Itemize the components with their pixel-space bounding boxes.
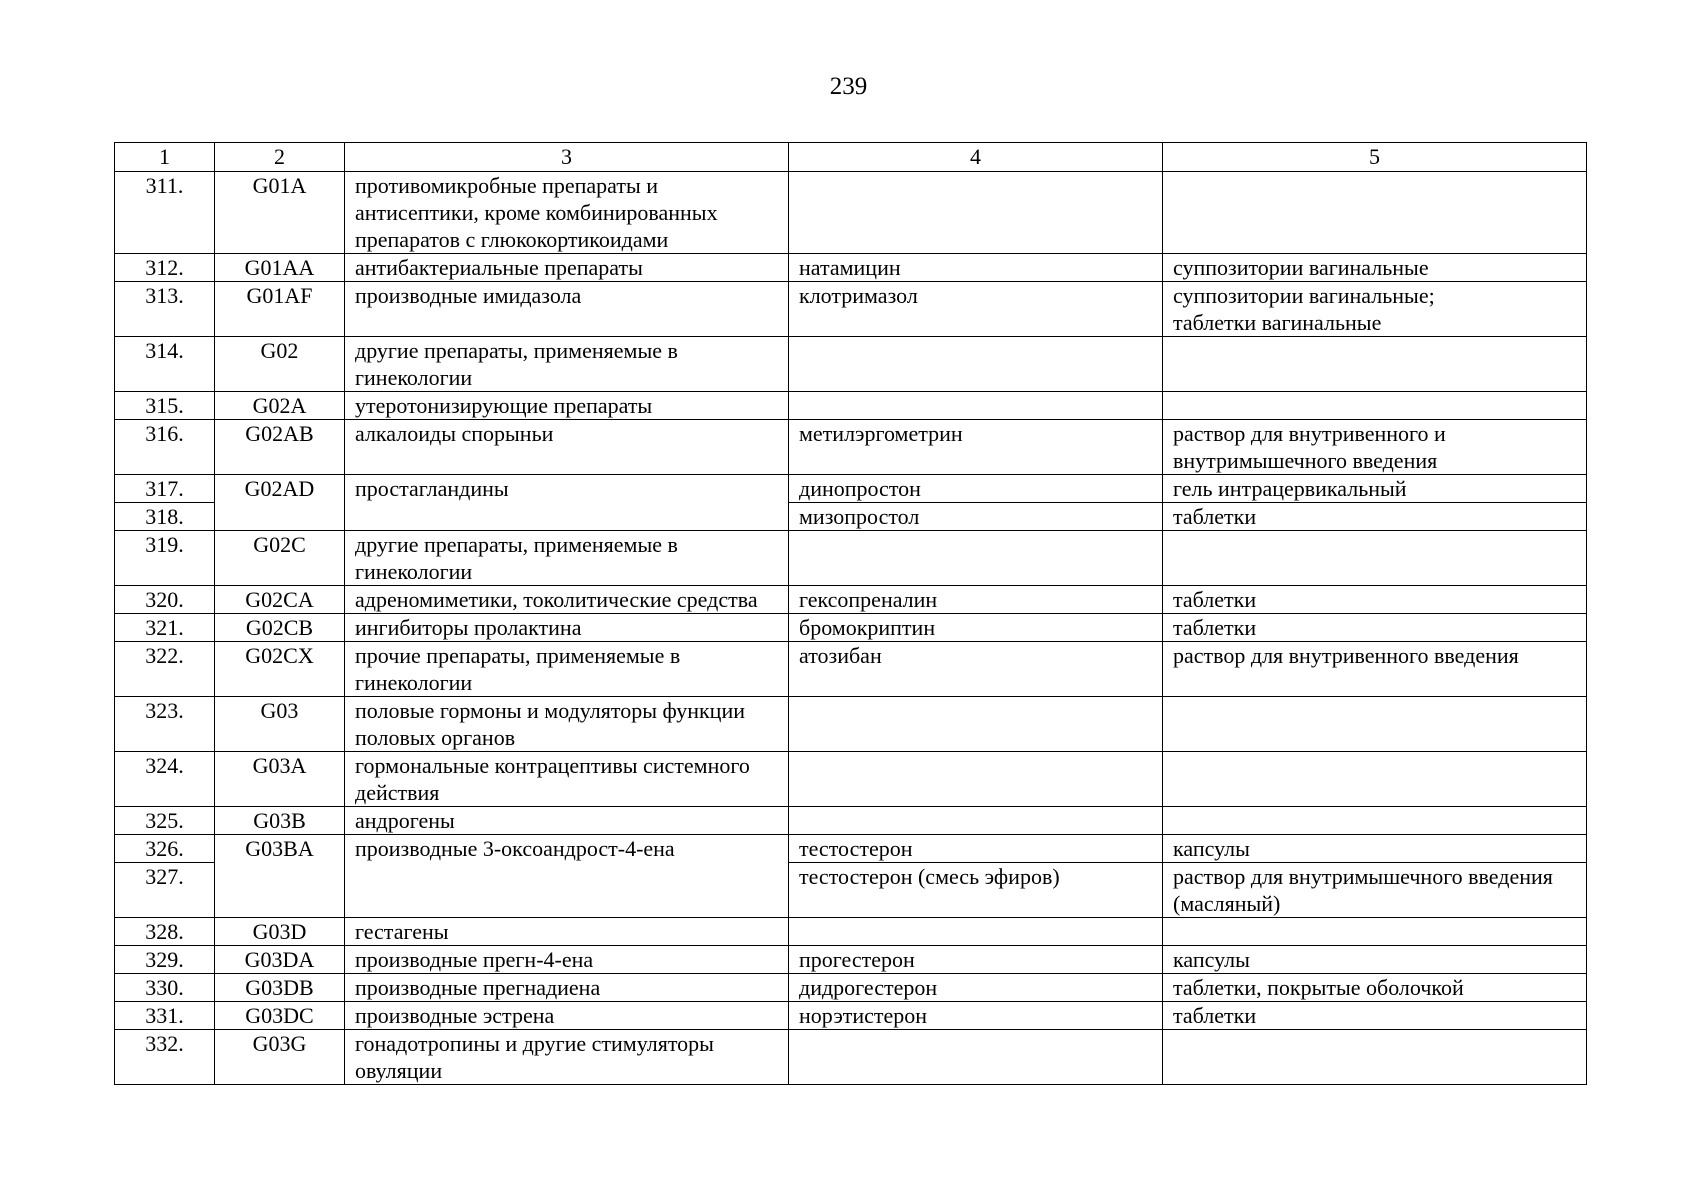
header-cell-5: 5: [1163, 143, 1587, 172]
dosage-form: таблетки: [1163, 614, 1587, 642]
table-row: [115, 586, 1587, 614]
row-number: 319.: [115, 531, 215, 586]
table-row: [115, 697, 1587, 752]
atc-code: G02CA: [215, 586, 345, 614]
group-name: другие препараты, применяемые в гинекологии: [345, 531, 789, 586]
table-row: [115, 420, 1587, 475]
drug-name: прогестерон: [789, 946, 1163, 974]
group-name: производные прегнадиена: [345, 974, 789, 1002]
row-number: 326.: [115, 835, 215, 863]
drug-name: [789, 172, 1163, 254]
table-row: [115, 531, 1587, 586]
group-name: производные эстрена: [345, 1002, 789, 1030]
row-number: 312.: [115, 254, 215, 282]
dosage-form: [1163, 337, 1587, 392]
table-row: [115, 807, 1587, 835]
group-name: гормональные контрацептивы системного действия: [345, 752, 789, 807]
header-cell-4: 4: [789, 143, 1163, 172]
drug-name: клотримазол: [789, 282, 1163, 337]
table-row: [115, 1030, 1587, 1085]
group-name: гестагены: [345, 918, 789, 946]
drug-name: натамицин: [789, 254, 1163, 282]
group-name: антибактериальные препараты: [345, 254, 789, 282]
row-number: 324.: [115, 752, 215, 807]
page-number: 239: [829, 73, 868, 100]
table-row: [115, 337, 1587, 392]
drug-name: мизопростол: [789, 503, 1163, 531]
table-row: [115, 918, 1587, 946]
row-number: 315.: [115, 392, 215, 420]
drug-name: [789, 1030, 1163, 1085]
table-row: [115, 614, 1587, 642]
group-name: прочие препараты, применяемые в гинекологии: [345, 642, 789, 697]
dosage-form: раствор для внутримышечного введения (масляный): [1163, 863, 1587, 918]
group-name: другие препараты, применяемые в гинекологии: [345, 337, 789, 392]
drug-name: динопростон: [789, 475, 1163, 503]
table-row: [115, 974, 1587, 1002]
drug-name: дидрогестерон: [789, 974, 1163, 1002]
table-row: [115, 475, 1587, 503]
table-row: [115, 946, 1587, 974]
header-cell-3: 3: [345, 143, 789, 172]
drug-table: [114, 142, 1587, 1085]
dosage-form: [1163, 172, 1587, 254]
header-cell-1: 1: [115, 143, 215, 172]
dosage-form: суппозитории вагинальные: [1163, 254, 1587, 282]
table-row: [115, 835, 1587, 863]
dosage-form: капсулы: [1163, 946, 1587, 974]
atc-code: G02C: [215, 531, 345, 586]
row-number: 323.: [115, 697, 215, 752]
drug-name: метилэргометрин: [789, 420, 1163, 475]
table-row: [115, 642, 1587, 697]
dosage-form: раствор для внутривенного и внутримышечного введения: [1163, 420, 1587, 475]
atc-code: G03G: [215, 1030, 345, 1085]
atc-code: G02AB: [215, 420, 345, 475]
atc-code: G03A: [215, 752, 345, 807]
atc-code: G01A: [215, 172, 345, 254]
atc-code: G03B: [215, 807, 345, 835]
row-number: 320.: [115, 586, 215, 614]
group-name: противомикробные препараты и антисептики, кроме комбинированных препаратов с глюкокортикоидами: [345, 172, 789, 254]
dosage-form: суппозитории вагинальные; таблетки вагинальные: [1163, 282, 1587, 337]
atc-code: G03: [215, 697, 345, 752]
dosage-form: капсулы: [1163, 835, 1587, 863]
row-number: 325.: [115, 807, 215, 835]
atc-code: G03D: [215, 918, 345, 946]
drug-name: бромокриптин: [789, 614, 1163, 642]
drug-name: [789, 337, 1163, 392]
row-number: 314.: [115, 337, 215, 392]
table-row: [115, 254, 1587, 282]
row-number: 311.: [115, 172, 215, 254]
atc-code: G02CX: [215, 642, 345, 697]
dosage-form: [1163, 918, 1587, 946]
atc-code: G02CB: [215, 614, 345, 642]
dosage-form: таблетки: [1163, 503, 1587, 531]
row-number: 313.: [115, 282, 215, 337]
atc-code: G03DA: [215, 946, 345, 974]
table-row: [115, 392, 1587, 420]
dosage-form: [1163, 697, 1587, 752]
drug-name: [789, 392, 1163, 420]
row-number: 322.: [115, 642, 215, 697]
group-name: гонадотропины и другие стимуляторы овуляции: [345, 1030, 789, 1085]
atc-code: G03DB: [215, 974, 345, 1002]
atc-code: G01AA: [215, 254, 345, 282]
header-cell-2: 2: [215, 143, 345, 172]
drug-name: атозибан: [789, 642, 1163, 697]
table-row: [115, 282, 1587, 337]
table-body: [115, 172, 1587, 1085]
row-number: 330.: [115, 974, 215, 1002]
dosage-form: таблетки: [1163, 1002, 1587, 1030]
row-number: 317.: [115, 475, 215, 503]
dosage-form: гель интрацервикальный: [1163, 475, 1587, 503]
drug-name: [789, 531, 1163, 586]
dosage-form: [1163, 1030, 1587, 1085]
drug-name: [789, 807, 1163, 835]
row-number: 316.: [115, 420, 215, 475]
group-name: утеротонизирующие препараты: [345, 392, 789, 420]
row-number: 329.: [115, 946, 215, 974]
atc-code: G03DC: [215, 1002, 345, 1030]
group-name: половые гормоны и модуляторы функции половых органов: [345, 697, 789, 752]
dosage-form: таблетки: [1163, 586, 1587, 614]
group-name: производные 3-оксоандрост-4-ена: [345, 835, 789, 918]
dosage-form: таблетки, покрытые оболочкой: [1163, 974, 1587, 1002]
dosage-form: [1163, 531, 1587, 586]
group-name: ингибиторы пролактина: [345, 614, 789, 642]
group-name: простагландины: [345, 475, 789, 531]
drug-name: [789, 752, 1163, 807]
group-name: адреномиметики, токолитические средства: [345, 586, 789, 614]
group-name: алкалоиды спорыньи: [345, 420, 789, 475]
group-name: производные имидазола: [345, 282, 789, 337]
drug-name: норэтистерон: [789, 1002, 1163, 1030]
drug-name: [789, 918, 1163, 946]
atc-code: G02AD: [215, 475, 345, 531]
drug-name: [789, 697, 1163, 752]
row-number: 328.: [115, 918, 215, 946]
header-row: [115, 143, 1587, 172]
row-number: 321.: [115, 614, 215, 642]
atc-code: G02: [215, 337, 345, 392]
row-number: 318.: [115, 503, 215, 531]
table-row: [115, 1002, 1587, 1030]
drug-name: гексопреналин: [789, 586, 1163, 614]
dosage-form: раствор для внутривенного введения: [1163, 642, 1587, 697]
group-name: андрогены: [345, 807, 789, 835]
drug-name: тестостерон: [789, 835, 1163, 863]
row-number: 331.: [115, 1002, 215, 1030]
dosage-form: [1163, 392, 1587, 420]
row-number: 327.: [115, 863, 215, 918]
row-number: 332.: [115, 1030, 215, 1085]
atc-code: G01AF: [215, 282, 345, 337]
dosage-form: [1163, 807, 1587, 835]
atc-code: G03BA: [215, 835, 345, 918]
group-name: производные прегн-4-ена: [345, 946, 789, 974]
drug-name: тестостерон (смесь эфиров): [789, 863, 1163, 918]
table-row: [115, 172, 1587, 254]
atc-code: G02A: [215, 392, 345, 420]
table-row: [115, 752, 1587, 807]
dosage-form: [1163, 752, 1587, 807]
